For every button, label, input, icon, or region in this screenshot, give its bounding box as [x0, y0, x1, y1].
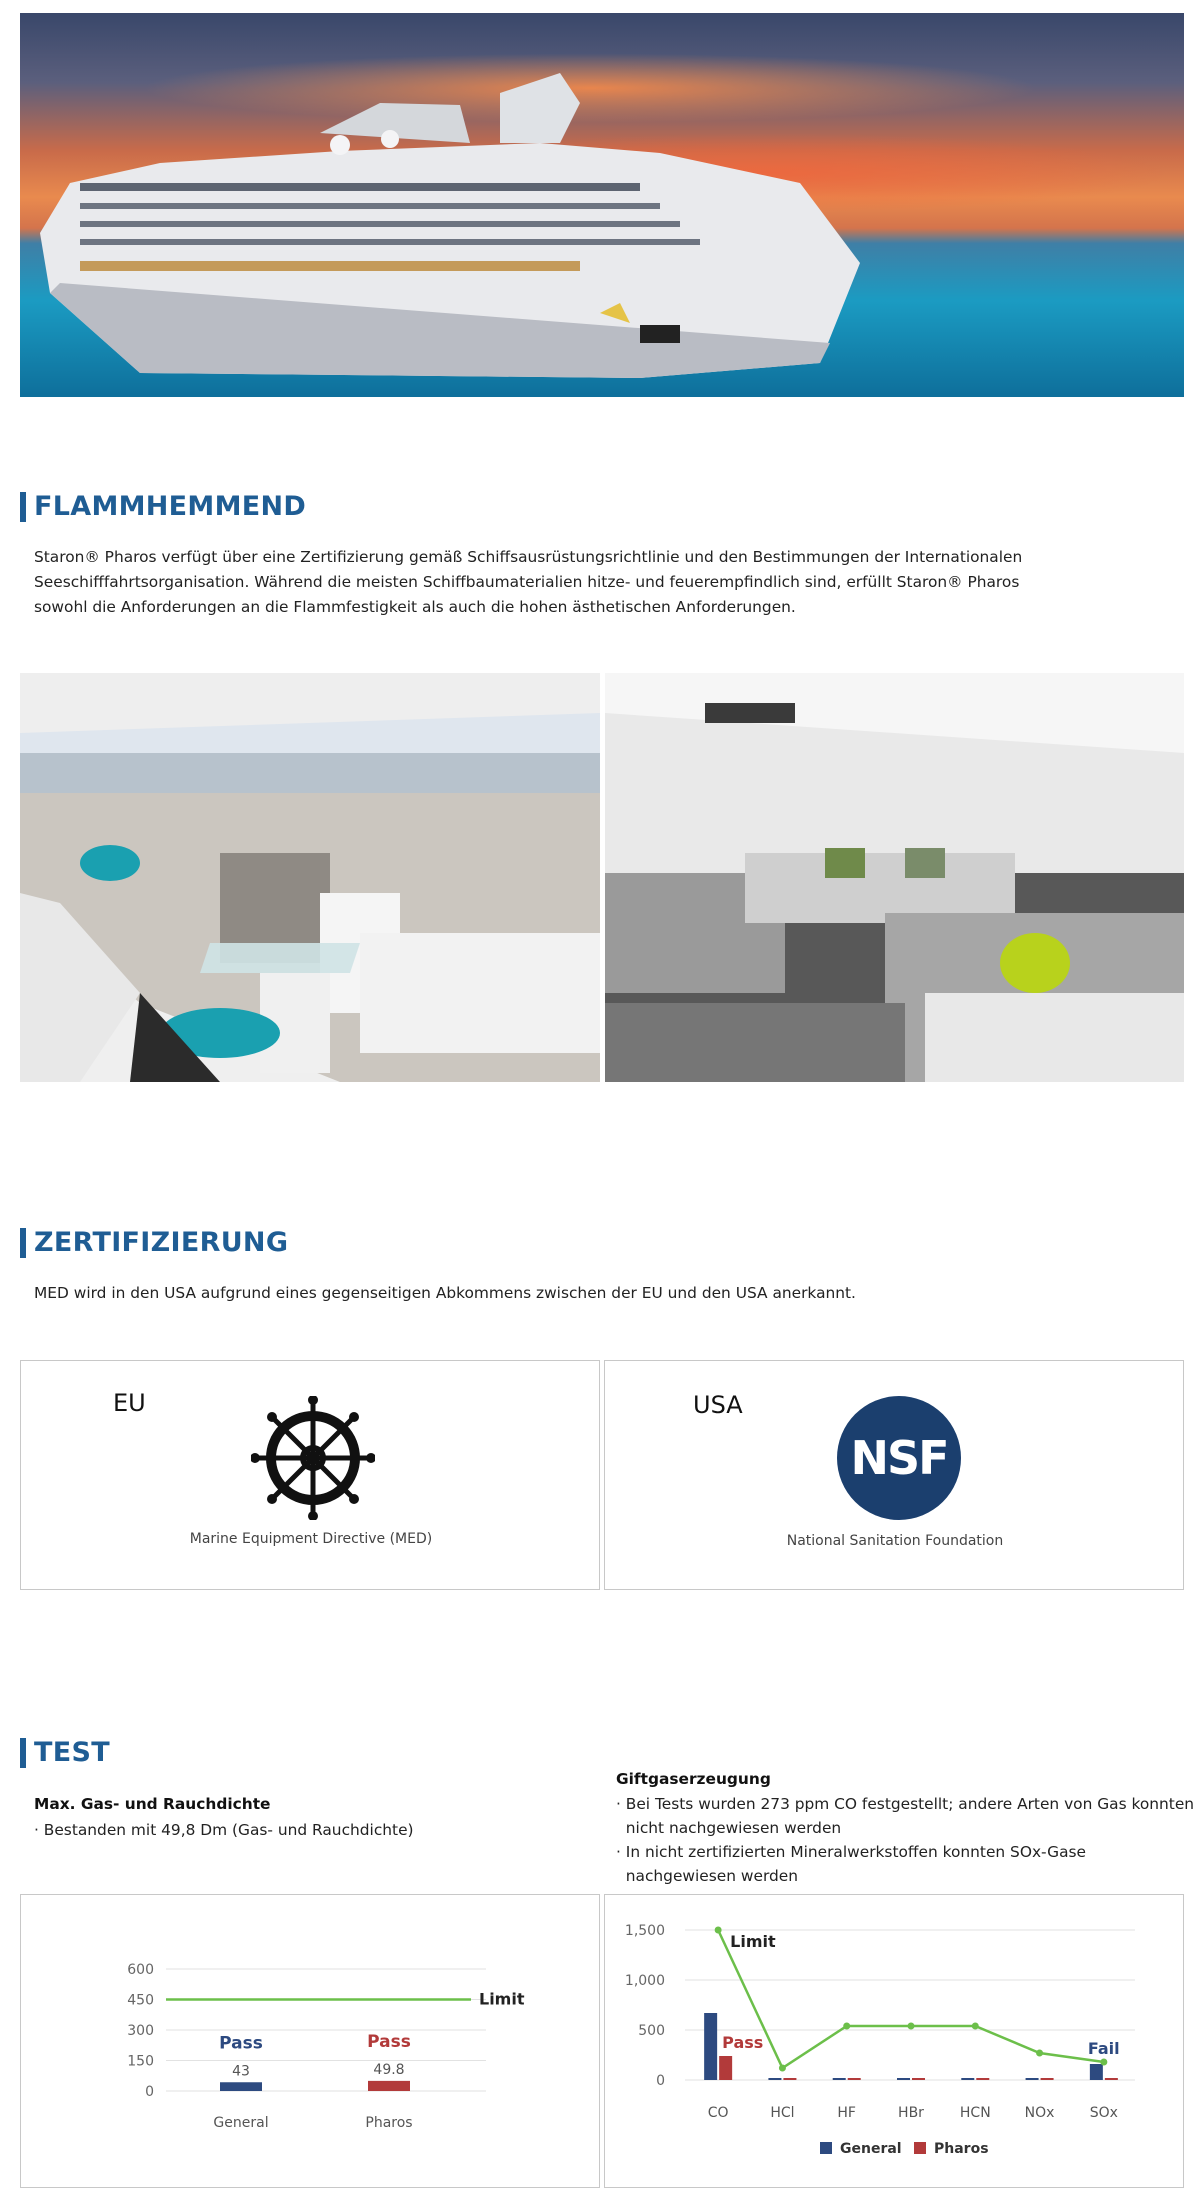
- bar-pharos-hcl: [783, 2078, 796, 2080]
- gas-smoke-line: · Bestanden mit 49,8 Dm (Gas- und Rauchdichte): [34, 1821, 414, 1839]
- x-tick-label: General: [213, 2115, 269, 2131]
- limit-point: [715, 1927, 722, 1934]
- limit-label: Limit: [479, 1989, 525, 2009]
- bar-pharos-hf: [848, 2078, 861, 2080]
- bar-general-co: [704, 2013, 717, 2080]
- gas-smoke-heading: Max. Gas- und Rauchdichte: [34, 1795, 271, 1813]
- bar-general-nox: [1026, 2078, 1039, 2080]
- y-tick-label: 1,000: [624, 1973, 665, 1989]
- bar-value-label: 49.8: [373, 2061, 405, 2078]
- limit-point: [1100, 2059, 1107, 2066]
- x-tick-label: HF: [837, 2105, 857, 2121]
- limit-line: [718, 1930, 1104, 2068]
- x-tick-label: NOx: [1024, 2105, 1055, 2121]
- yacht-cabin-photo: [605, 673, 1184, 1082]
- bar-general: [220, 2082, 262, 2091]
- x-tick-label: HBr: [898, 2105, 924, 2121]
- bar-pharos-co: [719, 2056, 732, 2080]
- x-tick-label: HCl: [770, 2105, 795, 2121]
- limit-point: [779, 2065, 786, 2072]
- y-tick-label: 500: [638, 2023, 665, 2039]
- bar-general-sox: [1090, 2064, 1103, 2080]
- toxic-gas-line-1: · Bei Tests wurden 273 ppm CO festgestellt; andere Arten von Gas konnten: [616, 1795, 1195, 1813]
- ship-wheel-icon: [251, 1396, 375, 1520]
- hero-cruise-ship-image: [20, 13, 1184, 397]
- y-tick-label: 450: [127, 1992, 154, 2009]
- bar-pharos-sox: [1105, 2078, 1118, 2080]
- usa-region-label: USA: [693, 1391, 743, 1419]
- bar-general-hbr: [897, 2078, 910, 2080]
- x-tick-label: SOx: [1089, 2105, 1118, 2121]
- bar-value-label: 43: [232, 2063, 250, 2080]
- limit-point: [908, 2023, 915, 2030]
- cruise-ship-icon: [40, 33, 900, 393]
- nsf-logo: [837, 1396, 961, 1520]
- x-tick-label: Pharos: [365, 2115, 413, 2131]
- y-tick-label: 150: [127, 2053, 154, 2070]
- bar-general-hcl: [768, 2078, 781, 2080]
- y-tick-label: 300: [127, 2023, 154, 2039]
- y-tick-label: 1,500: [624, 1923, 665, 1939]
- yacht-cockpit-photo: [20, 673, 600, 1082]
- section-title-flammhemmend: FLAMMHEMMEND: [20, 492, 306, 522]
- pass-label: Pass: [367, 2031, 411, 2052]
- bar-pharos-nox: [1041, 2078, 1054, 2080]
- nsf-logo-text: NSF: [850, 1431, 948, 1485]
- limit-point: [972, 2023, 979, 2030]
- y-tick-label: 600: [127, 1962, 154, 1978]
- limit-label: Limit: [730, 1932, 776, 1951]
- section-title-test: TEST: [20, 1738, 110, 1768]
- x-tick-label: HCN: [959, 2105, 991, 2121]
- toxic-gas-heading: Giftgaserzeugung: [616, 1770, 771, 1788]
- eu-certification-card: [20, 1360, 600, 1590]
- toxic-gas-chart-card: [604, 1894, 1184, 2188]
- usa-certification-caption: National Sanitation Foundation: [786, 1533, 1004, 1549]
- bar-pharos-hbr: [912, 2078, 925, 2080]
- toxic-gas-line-3: · In nicht zertifizierten Mineralwerkstoffen konnten SOx-Gase: [616, 1843, 1087, 1861]
- eu-certification-caption: Marine Equipment Directive (MED): [189, 1531, 433, 1547]
- pass-label: Pass: [219, 2033, 263, 2054]
- limit-point: [843, 2023, 850, 2030]
- fail-label: Fail: [1087, 2039, 1120, 2058]
- smoke-density-chart: [21, 1895, 599, 2187]
- usa-certification-card: [604, 1360, 1184, 1590]
- toxic-gas-chart: [605, 1895, 1183, 2187]
- legend-swatch-general: [820, 2142, 832, 2154]
- smoke-density-chart-card: [20, 1894, 600, 2188]
- bar-pharos-hcn: [976, 2078, 989, 2080]
- section-title-zertifizierung: ZERTIFIZIERUNG: [20, 1228, 288, 1258]
- toxic-gas-line-4: nachgewiesen werden: [616, 1867, 798, 1885]
- flammhemmend-paragraph: Staron® Pharos verfügt über eine Zertifizierung gemäß Schiffsausrüstungsrichtlinie und den Bestimmungen der Internationalen Seeschifffahrtsorganisation. Während die meisten Schiffbaumaterialien hitze- und feuerempfindlich sind, erfüllt Staron® Pharos sowohl die Anforderungen an die Flammfestigkeit als auch die hohen ästhetischen Anforderungen.: [34, 548, 1023, 616]
- toxic-gas-line-2: nicht nachgewiesen werden: [616, 1819, 842, 1837]
- limit-point: [1036, 2050, 1043, 2057]
- legend-label: General: [840, 2141, 902, 2157]
- legend-swatch-pharos: [914, 2142, 926, 2154]
- zertifizierung-paragraph: MED wird in den USA aufgrund eines gegenseitigen Abkommens zwischen der EU und den USA anerkannt.: [34, 1284, 856, 1302]
- bar-general-hcn: [961, 2078, 974, 2080]
- bar-pharos: [368, 2081, 410, 2091]
- bar-general-hf: [833, 2078, 846, 2080]
- x-tick-label: CO: [707, 2105, 729, 2121]
- pass-label: Pass: [722, 2033, 764, 2052]
- y-tick-label: 0: [656, 2073, 665, 2089]
- eu-region-label: EU: [113, 1389, 146, 1417]
- y-tick-label: 0: [145, 2084, 154, 2100]
- legend-label: Pharos: [934, 2141, 989, 2157]
